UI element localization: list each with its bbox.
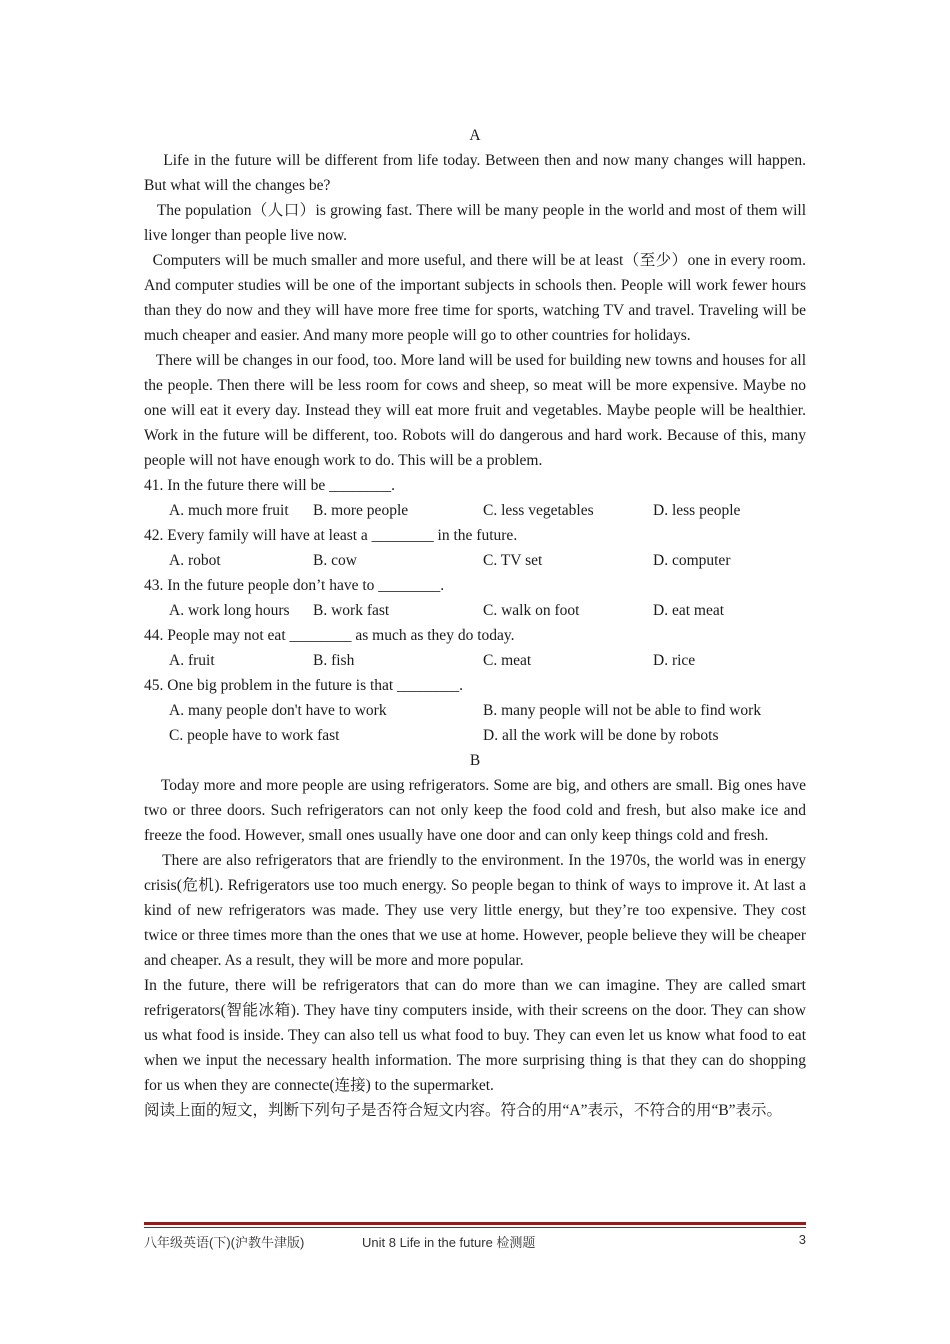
option: B. work fast xyxy=(313,602,390,619)
footer-unit-title: Unit 8 Life in the future 检测题 xyxy=(362,1235,536,1250)
question-41: 41. In the future there will be ________. xyxy=(144,477,395,494)
instruction: 阅读上面的短文，判断下列句子是否符合短文内容。符合的用“A”表示，不符合的用“B”表示。 xyxy=(144,1102,783,1119)
option: C. less vegetables xyxy=(483,502,594,519)
option: A. many people don't have to work xyxy=(169,702,387,719)
option: D. rice xyxy=(653,652,696,669)
option: C. TV set xyxy=(483,552,543,569)
option: C. walk on foot xyxy=(483,602,580,619)
question-42: 42. Every family will have at least a ________ in the future. xyxy=(144,527,518,544)
option: B. fish xyxy=(313,652,355,669)
option: B. cow xyxy=(313,552,357,569)
passage-b-paragraph-1: Today more and more people are using refrigerators. Some are big, and others are small. Big ones have two or three doors. Such refrigerators can not only keep the food cold and fresh, but also make ice and freeze the food. However, small ones usually have one door and can only keep things cold and fresh. xyxy=(144,777,806,844)
option: B. many people will not be able to find work xyxy=(483,702,762,719)
option: D. all the work will be done by robots xyxy=(483,727,719,744)
passage-a-paragraph-4: There will be changes in our food, too. More land will be used for building new towns and houses for all the people. Then there will be less room for cows and sheep, so meat will be more expensive. Maybe no one will eat it every day. Instead they will eat more fruit and vegetables. Maybe people will be healthier. Work in the future will be different, too. Robots will do dangerous and hard work. Because of this, many people will not have enough work to do. This will be a problem. xyxy=(144,352,806,469)
question-45-options-row-1 xyxy=(144,698,806,723)
question-44-options xyxy=(144,648,806,673)
passage-a-paragraph-3: Computers will be much smaller and more useful, and there will be at least（至少）one in every room. And computer studies will be one of the important subjects in schools then. People will work fewer hours than they do now and they will have more free time for sports, watching TV and travel. Traveling will be much cheaper and easier. And many more people will go to other countries for holidays. xyxy=(144,252,806,344)
question-45: 45. One big problem in the future is that ________. xyxy=(144,677,463,694)
footer-rule-thin xyxy=(144,1227,806,1228)
option: C. people have to work fast xyxy=(169,727,340,744)
option: A. work long hours xyxy=(169,602,290,619)
option: D. less people xyxy=(653,502,741,519)
footer-book-title: 八年级英语(下)(沪教牛津版) xyxy=(144,1235,305,1250)
question-44: 44. People may not eat ________ as much as they do today. xyxy=(144,627,515,644)
option: A. robot xyxy=(169,552,221,569)
option: B. more people xyxy=(313,502,409,519)
option: C. meat xyxy=(483,652,532,669)
passage-a-heading: A xyxy=(469,127,481,144)
question-43: 43. In the future people don’t have to ________. xyxy=(144,577,445,594)
option: A. much more fruit xyxy=(169,502,289,519)
passage-a-paragraph-2: The population（人口）is growing fast. There will be many people in the world and most of them will live longer than people live now. xyxy=(144,202,806,244)
passage-a-paragraph-1: Life in the future will be different from life today. Between then and now many changes will happen. But what will the changes be? xyxy=(144,152,806,194)
question-45-options-row-2 xyxy=(144,723,806,748)
question-42-options xyxy=(144,548,806,573)
question-41-options xyxy=(144,498,806,523)
passage-b-paragraph-2: There are also refrigerators that are friendly to the environment. In the 1970s, the world was in energy crisis(危机). Refrigerators use too much energy. So people began to think of ways to improve it. At last a kind of new refrigerators was made. They use very little energy, but they’re too expensive. They cost twice or three times more than the ones that we use at home. However, people believe they will be cheaper and cheaper. As a result, they will be more and more popular. xyxy=(144,852,806,969)
footer-rule-thick xyxy=(144,1222,806,1225)
footer-page-number: 3 xyxy=(798,1232,806,1247)
option: A. fruit xyxy=(169,652,215,669)
passage-b-paragraph-3: In the future, there will be refrigerators that can do more than we can imagine. They are called smart refrigerators(智能冰箱). They have tiny computers inside, with their screens on the door. They can show us what food is inside. They can also tell us what food to buy. They can even let us know what food to eat when we input the necessary health information. The more surprising thing is that they can do shopping for us when they are connecte(连接) to the supermarket. xyxy=(144,977,806,1094)
page-content xyxy=(144,123,806,1123)
passage-b-heading: B xyxy=(469,752,481,769)
option: D. computer xyxy=(653,552,731,569)
question-43-options xyxy=(144,598,806,623)
option: D. eat meat xyxy=(653,602,725,619)
